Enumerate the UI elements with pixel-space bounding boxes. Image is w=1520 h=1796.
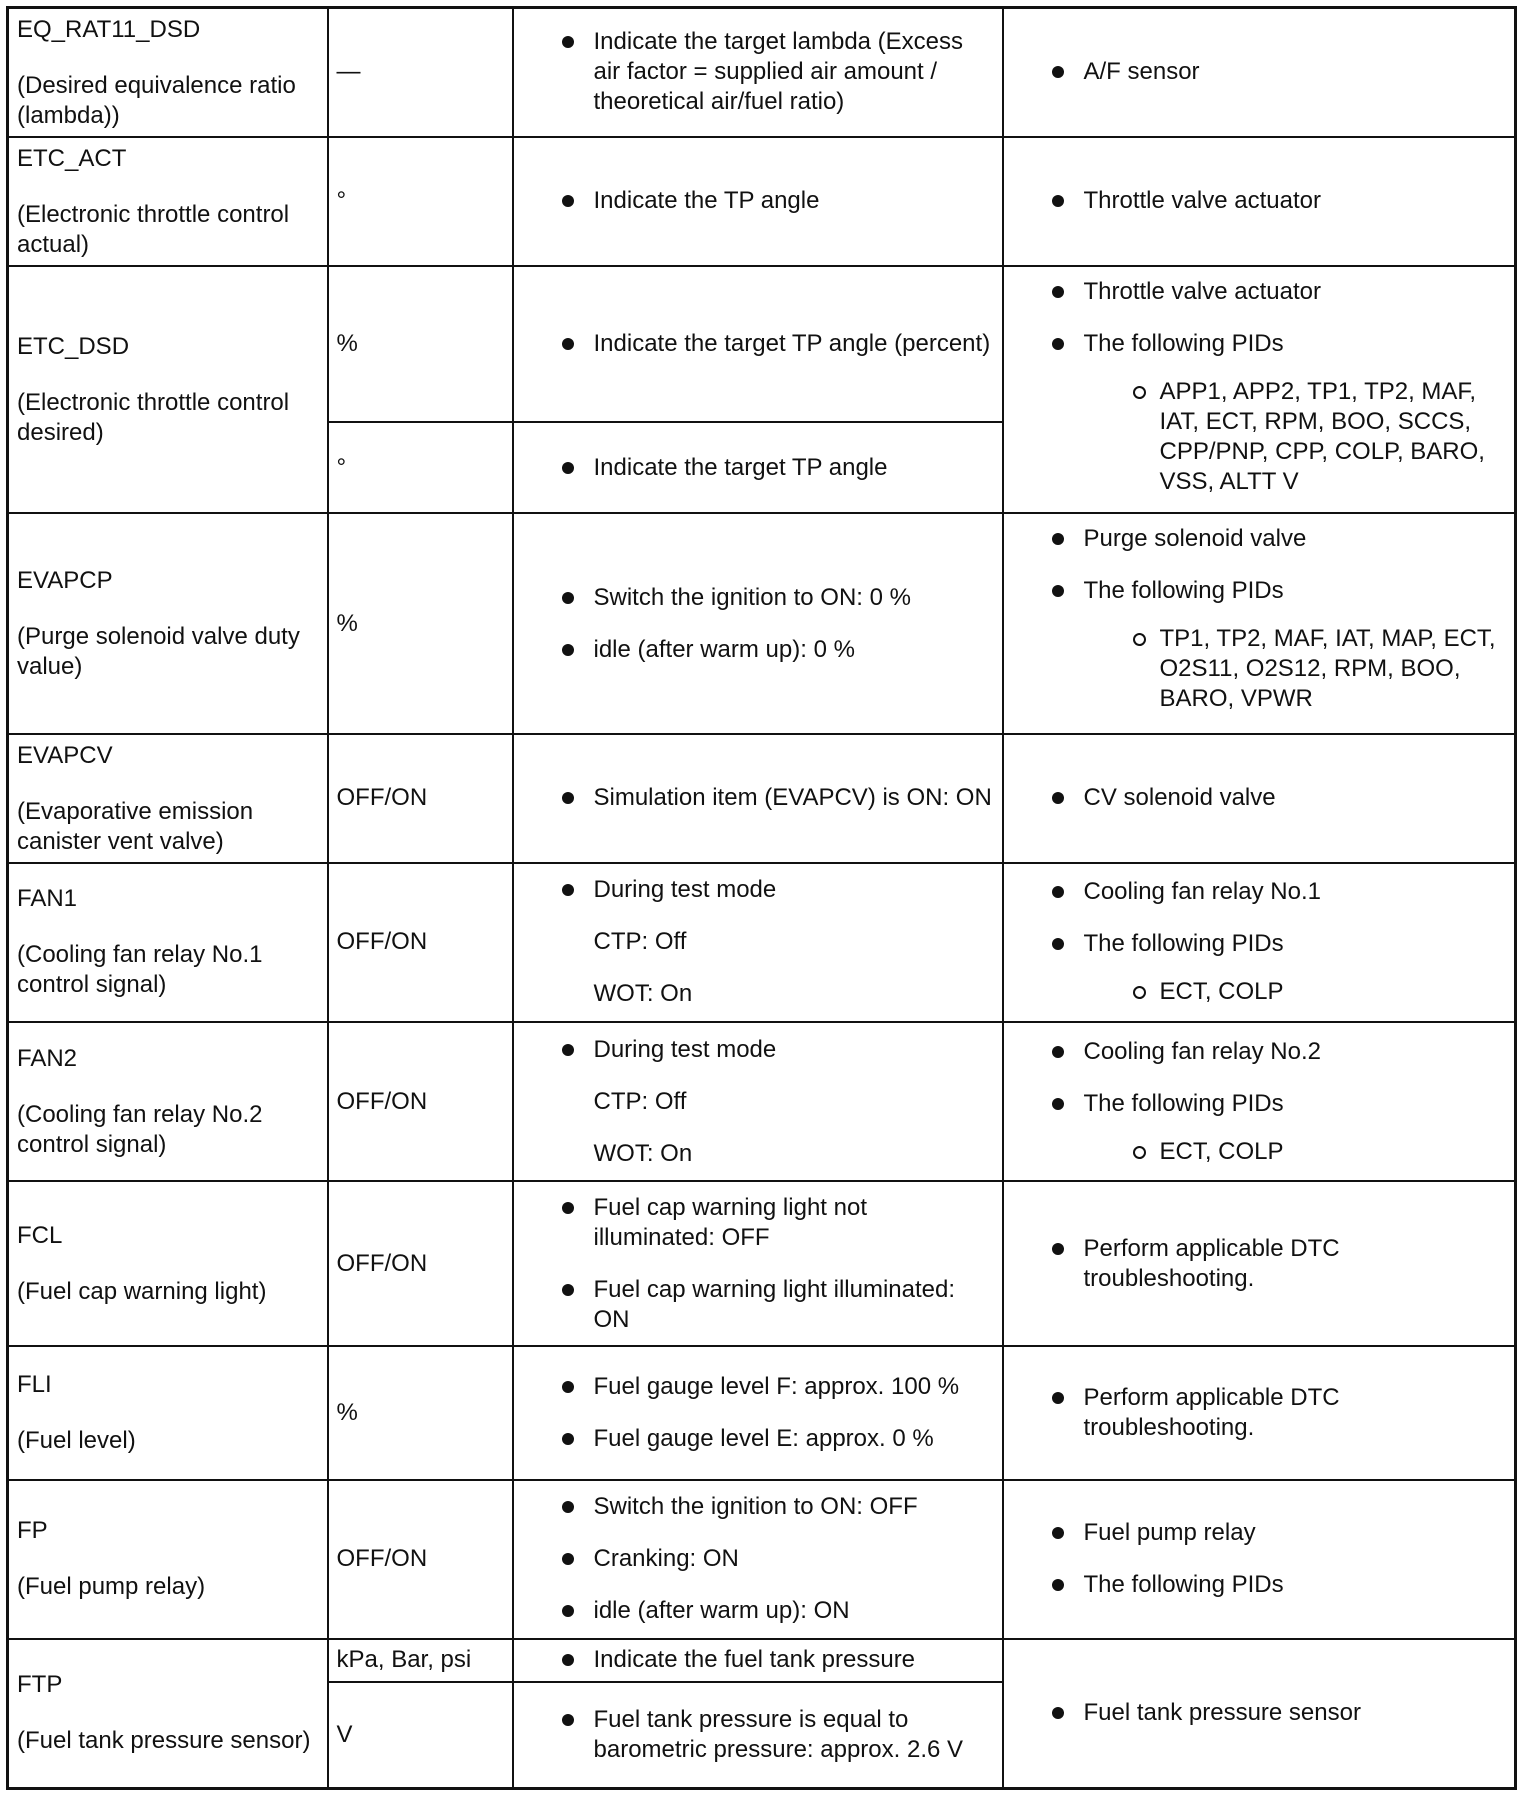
condition-item: Switch the ignition to ON: 0 % xyxy=(522,583,994,613)
pid-name: FCL xyxy=(17,1221,63,1249)
check-subitem: APP1, APP2, TP1, TP2, MAF, IAT, ECT, RPM, BOO, SCCS, CPP/PNP, CPP, COLP, BARO, VSS, ALTT V xyxy=(1084,377,1507,497)
condition-cell xyxy=(513,422,1003,514)
condition-item: Fuel gauge level E: approx. 0 % xyxy=(522,1424,994,1454)
unit: % xyxy=(336,329,358,357)
unit: OFF/ON xyxy=(336,928,428,956)
condition-item: Fuel cap warning light not illuminated: OFF xyxy=(522,1193,994,1253)
check-item: Perform applicable DTC troubleshooting. xyxy=(1012,1234,1507,1294)
unit: OFF/ON xyxy=(336,1087,428,1115)
pid-name: FP xyxy=(17,1517,48,1545)
condition-item: Fuel cap warning light illuminated: ON xyxy=(522,1275,994,1335)
condition-item: Simulation item (EVAPCV) is ON: ON xyxy=(522,783,994,813)
check-cell xyxy=(1003,1022,1516,1181)
unit: kPa, Bar, psi xyxy=(336,1646,472,1674)
pid-name-cell xyxy=(8,137,328,266)
check-item: Cooling fan relay No.2 xyxy=(1012,1037,1507,1067)
pid-description: (Fuel pump relay) xyxy=(17,1573,206,1601)
unit: OFF/ON xyxy=(336,784,428,812)
pid-name: ETC_DSD xyxy=(17,332,130,360)
pid-description: (Cooling fan relay No.1 control signal) xyxy=(17,941,263,999)
unit-cell xyxy=(328,1480,513,1639)
check-cell xyxy=(1003,1346,1516,1479)
check-cell xyxy=(1003,863,1516,1022)
unit: OFF/ON xyxy=(336,1249,428,1277)
pid-name: FAN1 xyxy=(17,885,78,913)
table-row xyxy=(8,8,1516,137)
condition-item: Indicate the target TP angle xyxy=(522,453,994,483)
unit-cell xyxy=(328,8,513,137)
check-item: CV solenoid valve xyxy=(1012,783,1507,813)
condition-cell xyxy=(513,8,1003,137)
condition-item: Cranking: ON xyxy=(522,1544,994,1574)
condition-item: Switch the ignition to ON: OFF xyxy=(522,1492,994,1522)
pid-name-cell xyxy=(8,734,328,863)
pid-description: (Electronic throttle control desired) xyxy=(17,388,290,446)
check-cell xyxy=(1003,266,1516,514)
condition-item: Indicate the TP angle xyxy=(522,186,994,216)
unit-cell xyxy=(328,734,513,863)
unit: — xyxy=(336,58,361,86)
condition-cell xyxy=(513,1682,1003,1788)
unit-cell xyxy=(328,1346,513,1479)
check-subitem: TP1, TP2, MAF, IAT, MAP, ECT, O2S11, O2S12, RPM, BOO, BARO, VPWR xyxy=(1084,624,1507,714)
condition-cell xyxy=(513,513,1003,733)
pid-description: (Fuel tank pressure sensor) xyxy=(17,1727,311,1755)
pid-description: (Desired equivalence ratio (lambda)) xyxy=(17,72,296,129)
check-item: Fuel tank pressure sensor xyxy=(1012,1698,1507,1728)
check-cell xyxy=(1003,1639,1516,1789)
condition-item: CTP: Off xyxy=(593,1087,687,1115)
pid-name: FAN2 xyxy=(17,1044,78,1072)
table-row xyxy=(8,1181,1516,1346)
pid-name-cell xyxy=(8,1022,328,1181)
table-row xyxy=(8,1480,1516,1639)
condition-cell xyxy=(513,266,1003,422)
table-row xyxy=(8,137,1516,266)
table-row xyxy=(8,734,1516,863)
check-item: Purge solenoid valve xyxy=(1012,524,1507,554)
condition-item: WOT: On xyxy=(593,1139,693,1167)
condition-item: CTP: Off xyxy=(593,928,687,956)
condition-item: Fuel gauge level F: approx. 100 % xyxy=(522,1372,994,1402)
condition-item: Fuel tank pressure is equal to barometric pressure: approx. 2.6 V xyxy=(522,1705,994,1765)
condition-item: idle (after warm up): 0 % xyxy=(522,635,994,665)
unit-cell xyxy=(328,1682,513,1788)
unit: % xyxy=(336,609,358,637)
check-item: The following PIDs ECT, COLP xyxy=(1012,1089,1507,1167)
pid-name-cell xyxy=(8,1346,328,1479)
condition-cell xyxy=(513,1639,1003,1683)
table-row xyxy=(8,513,1516,733)
check-subitem: ECT, COLP xyxy=(1084,977,1507,1007)
pid-description: (Fuel level) xyxy=(17,1426,136,1454)
check-item: Cooling fan relay No.1 xyxy=(1012,877,1507,907)
unit-cell xyxy=(328,422,513,514)
unit: OFF/ON xyxy=(336,1545,428,1573)
check-item: A/F sensor xyxy=(1012,57,1507,87)
condition-item: During test mode xyxy=(522,1035,994,1065)
pid-name-cell xyxy=(8,863,328,1022)
condition-item: Indicate the fuel tank pressure xyxy=(522,1645,994,1675)
unit: % xyxy=(336,1398,358,1426)
pid-name: EVAPCP xyxy=(17,566,113,594)
condition-item: Indicate the target lambda (Excess air factor = supplied air amount / theoretical air/fuel ratio) xyxy=(522,27,994,117)
pid-name-cell xyxy=(8,266,328,514)
pid-name: ETC_ACT xyxy=(17,144,127,172)
condition-item: During test mode xyxy=(522,875,994,905)
condition-item: WOT: On xyxy=(593,980,693,1008)
pid-description: (Fuel cap warning light) xyxy=(17,1277,267,1305)
check-cell xyxy=(1003,8,1516,137)
check-cell xyxy=(1003,734,1516,863)
unit-cell xyxy=(328,1639,513,1683)
pid-name-cell xyxy=(8,8,328,137)
table-row xyxy=(8,1022,1516,1181)
check-subitem: ECT, COLP xyxy=(1084,1137,1507,1167)
pid-monitor-table xyxy=(6,6,1517,1790)
check-cell xyxy=(1003,137,1516,266)
condition-cell xyxy=(513,1480,1003,1639)
pid-description: (Electronic throttle control actual) xyxy=(17,200,290,258)
pid-name-cell xyxy=(8,1181,328,1346)
check-item: Perform applicable DTC troubleshooting. xyxy=(1012,1383,1507,1443)
unit: V xyxy=(336,1721,353,1749)
pid-name: EVAPCV xyxy=(17,741,113,769)
check-item: Fuel pump relay xyxy=(1012,1518,1507,1548)
pid-name: EQ_RAT11_DSD xyxy=(17,16,201,43)
condition-cell xyxy=(513,1346,1003,1479)
table-row xyxy=(8,863,1516,1022)
pid-name: FTP xyxy=(17,1671,63,1699)
check-item: The following PIDs APP1, APP2, TP1, TP2, MAF, IAT, ECT, RPM, BOO, SCCS, CPP/PNP, CPP, COLP, BARO, VSS, ALTT V xyxy=(1012,329,1507,497)
check-item: The following PIDs ECT, COLP xyxy=(1012,929,1507,1007)
pid-name-cell xyxy=(8,1480,328,1639)
check-item: The following PIDs TP1, TP2, MAF, IAT, MAP, ECT, O2S11, O2S12, RPM, BOO, BARO, VPWR xyxy=(1012,576,1507,714)
unit-cell xyxy=(328,1022,513,1181)
check-item: Throttle valve actuator xyxy=(1012,277,1507,307)
unit-cell xyxy=(328,266,513,422)
pid-name-cell xyxy=(8,513,328,733)
unit-cell xyxy=(328,513,513,733)
pid-description: (Purge solenoid valve duty value) xyxy=(17,622,300,680)
unit: ° xyxy=(336,187,347,215)
condition-cell xyxy=(513,1022,1003,1181)
table-row xyxy=(8,1639,1516,1683)
unit-cell xyxy=(328,1181,513,1346)
condition-item: idle (after warm up): ON xyxy=(522,1596,994,1626)
check-cell xyxy=(1003,1480,1516,1639)
check-item: The following PIDs xyxy=(1012,1570,1507,1600)
check-cell xyxy=(1003,1181,1516,1346)
table-row xyxy=(8,1346,1516,1479)
table-row xyxy=(8,266,1516,422)
pid-name: FLI xyxy=(17,1370,52,1398)
condition-cell xyxy=(513,863,1003,1022)
condition-item: Indicate the target TP angle (percent) xyxy=(522,329,994,359)
check-cell xyxy=(1003,513,1516,733)
unit: ° xyxy=(336,453,347,481)
pid-description: (Evaporative emission canister vent valve) xyxy=(17,797,254,855)
unit-cell xyxy=(328,137,513,266)
condition-cell xyxy=(513,1181,1003,1346)
check-item: Throttle valve actuator xyxy=(1012,186,1507,216)
pid-description: (Cooling fan relay No.2 control signal) xyxy=(17,1100,263,1158)
pid-name-cell xyxy=(8,1639,328,1789)
unit-cell xyxy=(328,863,513,1022)
condition-cell xyxy=(513,734,1003,863)
condition-cell xyxy=(513,137,1003,266)
